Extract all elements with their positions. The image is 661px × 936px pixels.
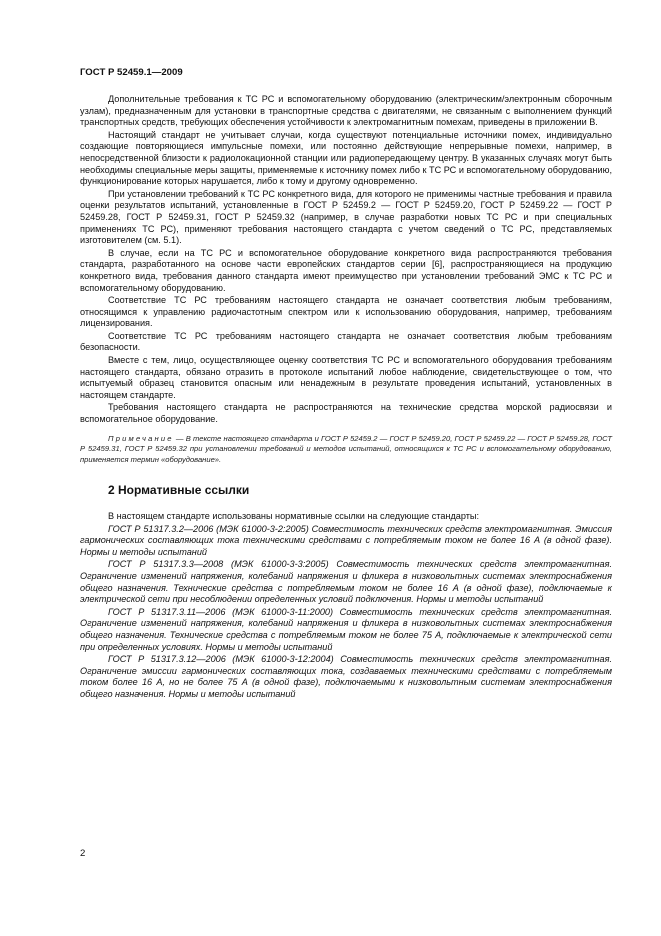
section-intro: В настоящем стандарте использованы нормативные ссылки на следующие стандарты: [108, 511, 480, 521]
note-text: — В тексте настоящего стандарта и ГОСТ Р 52459.2 — ГОСТ Р 52459.20, ГОСТ Р 52459.22 — ГОСТ Р 52459.28, ГОСТ Р 52459.31, ГОСТ Р 52459.32 при установлении требований и методов испытаний, относящихся к ТС РС и вспомогательному оборудованию, применяется термин «оборудование». [80, 433, 612, 464]
paragraph: В случае, если на ТС РС и вспомогательное оборудование конкретного вида распространяются требования стандарта, разработанного на основе части европейских стандартов серии [6], распространяющиеся на продукцию конкретного вида, требования данного стандарта имеют преимущество при установлении требований ЭМС к ТС РС и вспомогательному оборудованию. [80, 247, 612, 293]
paragraph: Соответствие ТС РС требованиям настоящего стандарта не означает соответствия любым требованиям безопасности. [80, 330, 612, 353]
document-header: ГОСТ Р 52459.1—2009 [80, 67, 183, 78]
reference-item: ГОСТ Р 51317.3.3—2008 (МЭК 61000-3-3:2005) Совместимость технических средств электромагнитная. Ограничение изменений напряжения, колебаний напряжения и фликера в низковольтных системах электроснабжения общего назначения. Технические средства с потребляемым током не более 16 А (в одной фазе), подключаемые к электрической сети при несоблюдении определенных условий подключения. Нормы и методы испытаний [80, 559, 612, 605]
paragraph: При установлении требований к ТС РС конкретного вида, для которого не применимы частные требования и правила оценки результатов испытаний, установленные в ГОСТ Р 52459.2 — ГОСТ Р 52459.20, ГОСТ Р 52459.22 — ГОСТ Р 52459.28, ГОСТ Р 52459.31, ГОСТ Р 52459.32 (например, в случае разработки новых ТС РС и при специальных применениях ТС РС), применяют требования настоящего стандарта с учетом сведений о ТС РС, представляемых изготовителем (см. 5.1). [80, 188, 612, 246]
note-label: Примечание [108, 433, 174, 443]
reference-item: ГОСТ Р 51317.3.2—2006 (МЭК 61000-3-2:2005) Совместимость технических средств электромагнитная. Эмиссия гармонических составляющих тока техническими средствами с потребляемым током не более 16 А (в одной фазе). Нормы и методы испытаний [80, 523, 612, 557]
paragraph: Дополнительные требования к ТС РС и вспомогательному оборудованию (электрическим/электронным сборочным узлам), предназначенным для установки в транспортные средства с двигателями, не связанным с выполнением функций транспортных средств, требующих обеспечения устойчивости к электромагнитным помехам, приведены в приложении В. [80, 94, 612, 128]
paragraph: Требования настоящего стандарта не распространяются на технические средства морской радиосвязи и вспомогательное оборудование. [80, 402, 612, 425]
document-body [80, 94, 612, 702]
paragraph: Вместе с тем, лицо, осуществляющее оценку соответствия ТС РС и вспомогательного оборудования требованиям настоящего стандарта, обязано отразить в протоколе испытаний любое наблюдение, свидетельствующее о том, что испытуемый образец становится опасным или ненадежным в результате проведения испытаний, установленных в настоящем стандарте. [80, 355, 612, 400]
page-number: 2 [80, 848, 86, 859]
paragraph: Соответствие ТС РС требованиям настоящего стандарта не означает соответствия любым требованиям, относящимся к управлению радиочастотным спектром или к использованию оборудования, например, требованиям лицензирования. [80, 295, 612, 329]
section-title: 2 Нормативные ссылки [108, 483, 250, 498]
note [80, 434, 612, 466]
reference-item: ГОСТ Р 51317.3.12—2006 (МЭК 61000-3-12:2004) Совместимость технических средств электромагнитная. Ограничение эмиссии гармонических составляющих тока, создаваемых техническими средствами с потребляемым током более 16 А, но не более 75 А (в одной фазе), подключаемыми к низковольтным системам электроснабжения общего назначения. Нормы и методы испытаний [80, 654, 612, 699]
reference-item: ГОСТ Р 51317.3.11—2006 (МЭК 61000-3-11:2000) Совместимость технических средств электромагнитная. Ограничение изменений напряжения, колебаний напряжения и фликера в низковольтных системах электроснабжения общего назначения. Технические средства с потребляемым током не более 75 А, подключаемые к электрической сети при определенных условиях. Нормы и методы испытаний [80, 606, 612, 652]
paragraph: Настоящий стандарт не учитывает случаи, когда существуют потенциальные источники помех, индивидуально создающие повторяющиеся импульсные помехи, или постоянно действующие непрерывные помехи, например, в непосредственной близости к радиолокационной станции или радиопередающему центру. В указанных случаях могут быть необходимы специальные меры защиты, применяемые к источнику помех либо к ТС РС и вспомогательному оборудованию, функционирование которых нарушается, либо к тому и другому одновременно. [80, 129, 612, 187]
